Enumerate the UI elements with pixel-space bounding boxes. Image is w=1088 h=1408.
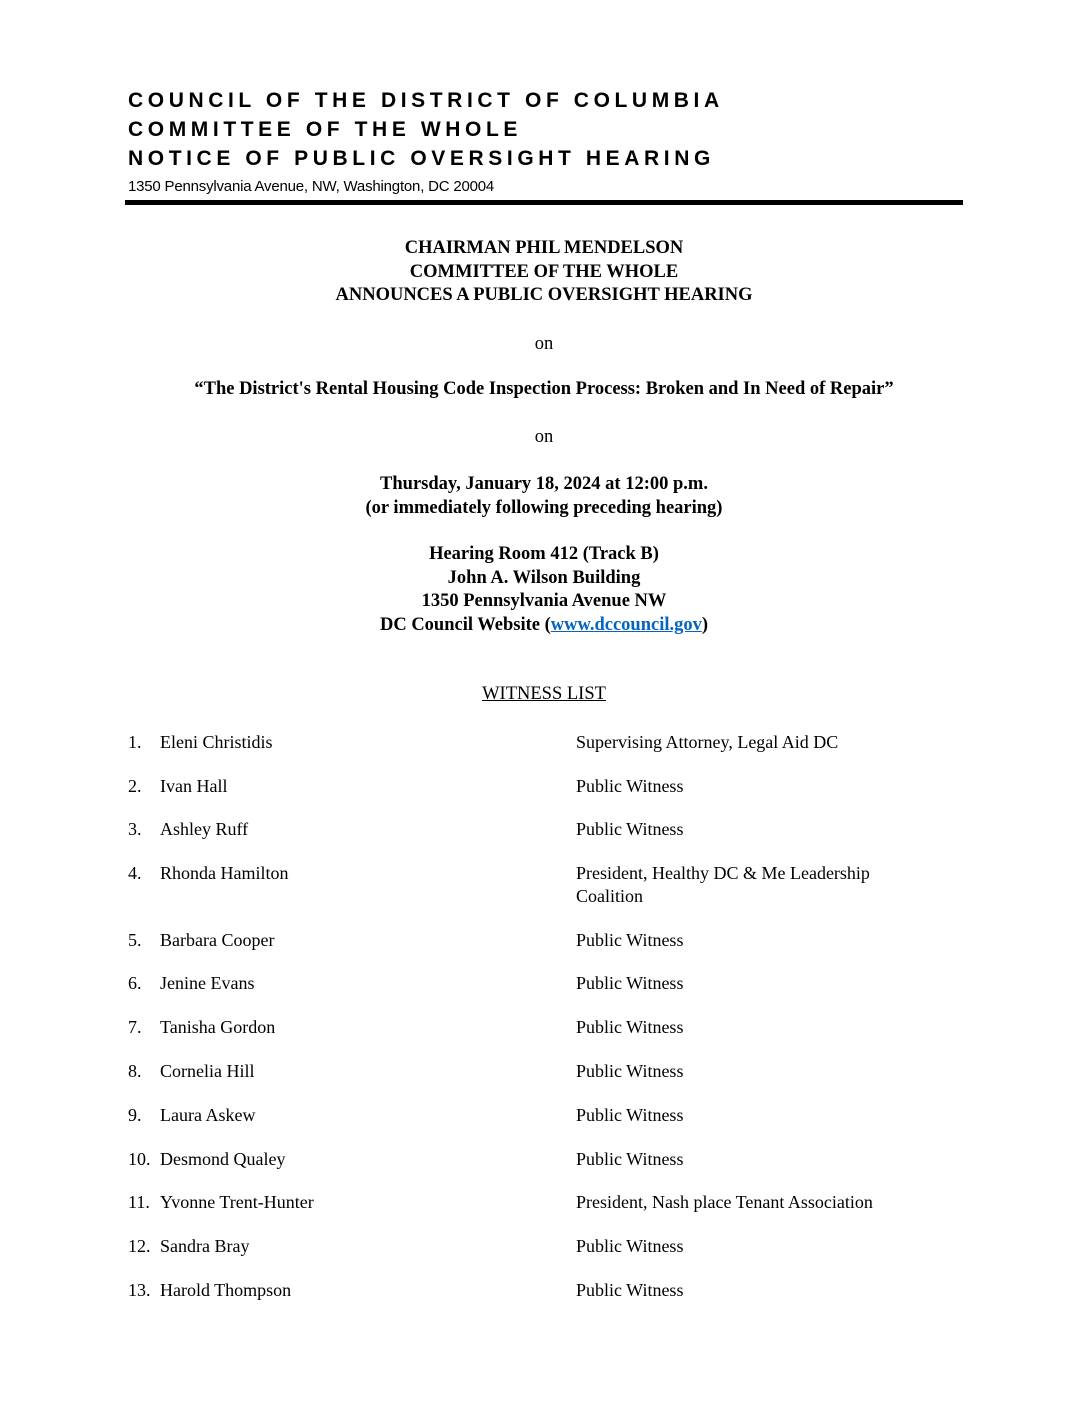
notice-title: NOTICE OF PUBLIC OVERSIGHT HEARING [128, 147, 715, 170]
witness-number: 12. [128, 1236, 151, 1256]
witness-name: Rhonda Hamilton [160, 863, 289, 883]
witness-name: Harold Thompson [160, 1280, 292, 1300]
announcement-chairman: CHAIRMAN PHIL MENDELSON [404, 238, 684, 258]
witness-number: 10. [128, 1149, 151, 1169]
header-divider [125, 200, 963, 205]
hearing-when [0, 473, 1088, 520]
witness-affiliation: Public Witness [576, 1149, 684, 1169]
witness-number: 8. [128, 1061, 142, 1081]
hearing-building: John A. Wilson Building [447, 567, 641, 588]
witness-affiliation: President, Nash place Tenant Association [576, 1192, 873, 1212]
witness-affiliation: Public Witness [576, 973, 684, 993]
witness-number: 3. [128, 819, 142, 839]
witness-affiliation: Public Witness [576, 1280, 684, 1300]
witness-number: 13. [128, 1280, 151, 1300]
hearing-street: 1350 Pennsylvania Avenue NW [421, 591, 667, 611]
hearing-location [0, 543, 1088, 637]
witness-name: Jenine Evans [160, 973, 255, 993]
on-label-2: on [534, 427, 554, 447]
hearing-time-note: (or immediately following preceding hearing) [365, 497, 723, 518]
announcement-committee: COMMITTEE OF THE WHOLE [409, 261, 679, 282]
letterhead-address: 1350 Pennsylvania Avenue, NW, Washington, DC 20004 [128, 178, 495, 195]
witness-affiliation: Public Witness [576, 1061, 684, 1081]
hearing-date-time: Thursday, January 18, 2024 at 12:00 p.m. [380, 474, 708, 494]
website-prefix: DC Council Website ( [379, 614, 551, 635]
witness-number: 5. [128, 930, 142, 950]
witness-number: 6. [128, 973, 142, 993]
witness-affiliation-line2: Coalition [576, 886, 643, 906]
witness-list-heading-text: WITNESS LIST [482, 684, 606, 704]
announcement-block [0, 237, 1088, 308]
witness-number: 11. [128, 1192, 150, 1212]
witness-number: 2. [128, 776, 142, 796]
witness-affiliation: Public Witness [576, 930, 684, 950]
witness-number: 4. [128, 863, 142, 883]
witness-affiliation: Public Witness [576, 1105, 684, 1125]
hearing-topic: “The District's Rental Housing Code Inspection Process: Broken and In Need of Repair” [194, 379, 894, 399]
witness-name: Desmond Qualey [160, 1149, 286, 1169]
website-link[interactable]: www.dccouncil.gov [550, 614, 702, 635]
witness-name: Eleni Christidis [160, 732, 273, 752]
witness-affiliation: Public Witness [576, 819, 684, 839]
witness-name: Yvonne Trent-Hunter [160, 1192, 314, 1212]
letterhead [128, 86, 968, 198]
hearing-website [0, 614, 1088, 638]
council-title: COUNCIL OF THE DISTRICT OF COLUMBIA [128, 89, 724, 112]
witness-affiliation: Supervising Attorney, Legal Aid DC [576, 732, 839, 752]
announcement-hearing: ANNOUNCES A PUBLIC OVERSIGHT HEARING [335, 285, 753, 305]
witness-affiliation [576, 862, 936, 908]
witness-name: Tanisha Gordon [160, 1017, 276, 1037]
committee-title: COMMITTEE OF THE WHOLE [128, 118, 523, 141]
witness-affiliation-line1: President, Healthy DC & Me Leadership [576, 863, 870, 883]
witness-number: 7. [128, 1017, 142, 1037]
on-label-1: on [534, 334, 554, 354]
witness-number: 1. [128, 732, 142, 752]
witness-affiliation: Public Witness [576, 776, 684, 796]
witness-name: Ivan Hall [160, 776, 228, 796]
witness-number: 9. [128, 1105, 142, 1125]
website-suffix: ) [701, 614, 709, 635]
witness-name: Ashley Ruff [160, 819, 249, 839]
witness-name: Barbara Cooper [160, 930, 275, 950]
hearing-room: Hearing Room 412 (Track B) [429, 544, 659, 564]
witness-name: Sandra Bray [160, 1236, 250, 1256]
witness-affiliation: Public Witness [576, 1236, 684, 1256]
witness-affiliation: Public Witness [576, 1017, 684, 1037]
witness-name: Cornelia Hill [160, 1061, 255, 1081]
witness-name: Laura Askew [160, 1105, 256, 1125]
witness-list-heading [0, 684, 1088, 705]
